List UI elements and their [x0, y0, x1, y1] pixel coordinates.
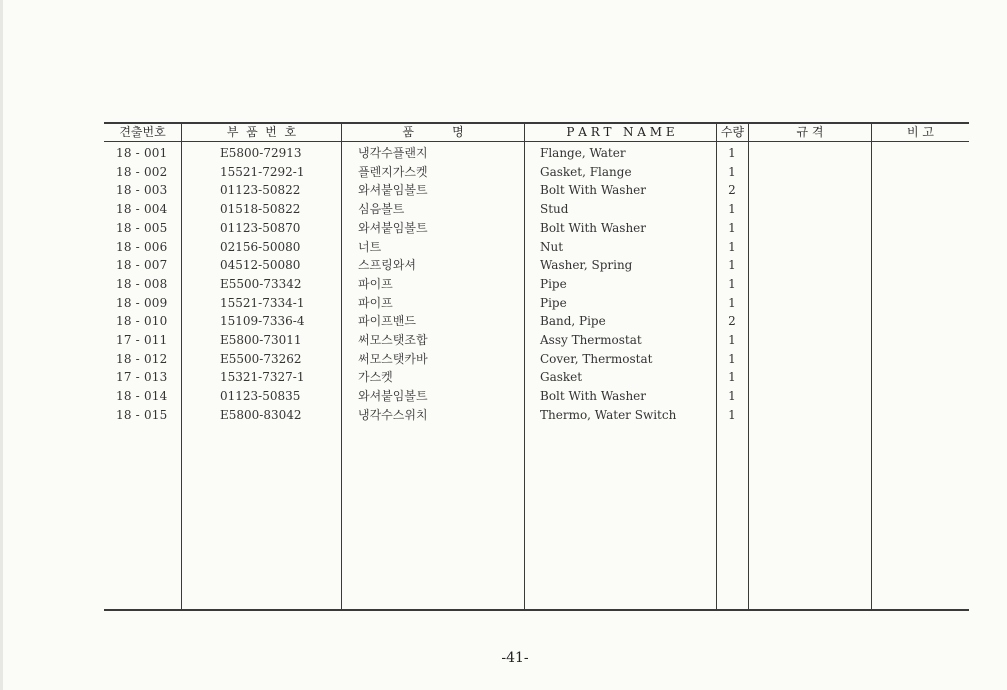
table-row [0, 368, 1007, 387]
cell-part-no: 04512-50080 [220, 258, 301, 273]
cell-no: 18 - 015 [116, 407, 168, 422]
header-name-kr: 품 명 [402, 125, 464, 139]
table-row [0, 219, 1007, 238]
cell-part-name: Pipe [540, 276, 567, 291]
table-header-rule [104, 141, 969, 142]
cell-no: 18 - 010 [116, 314, 168, 329]
cell-no: 18 - 012 [116, 351, 168, 366]
cell-name-kr: 파이프밴드 [358, 314, 416, 329]
cell-part-name: Gasket, Flange [540, 164, 632, 179]
table-row [0, 256, 1007, 275]
cell-part-no: E5800-72913 [220, 146, 302, 160]
table-bottom-rule [104, 609, 969, 611]
cell-qty: 2 [728, 183, 736, 198]
cell-part-no: E5800-83042 [220, 407, 302, 422]
cell-part-no: 15321-7327-1 [220, 370, 305, 385]
table-row [0, 275, 1007, 294]
cell-part-no: 01123-50835 [220, 389, 301, 404]
cell-no: 17 - 011 [116, 333, 168, 347]
cell-part-no: 01123-50822 [220, 183, 301, 198]
cell-no: 18 - 004 [116, 202, 168, 217]
cell-part-name: Bolt With Washer [540, 183, 647, 198]
cell-name-kr: 써모스탯조합 [358, 333, 428, 347]
table-row [0, 294, 1007, 313]
table-row [0, 350, 1007, 369]
cell-qty: 1 [728, 164, 736, 179]
cell-name-kr: 냉각수스위치 [358, 407, 428, 422]
table-row [0, 181, 1007, 200]
table-row [0, 200, 1007, 219]
table-row [0, 238, 1007, 257]
table-row [0, 163, 1007, 182]
cell-part-no: 15109-7336-4 [220, 314, 305, 329]
cell-part-no: E5500-73342 [220, 276, 302, 291]
header-no: 견출번호 [119, 125, 166, 139]
table-row [0, 331, 1007, 350]
cell-name-kr: 파이프 [358, 276, 393, 291]
cell-name-kr: 플렌지가스켓 [358, 164, 428, 179]
cell-part-name: Stud [540, 202, 569, 217]
cell-no: 18 - 001 [116, 146, 168, 160]
cell-no: 18 - 008 [116, 276, 168, 291]
cell-part-no: E5500-73262 [220, 351, 302, 366]
cell-part-no: 02156-50080 [220, 239, 301, 254]
header-remarks: 비 고 [907, 125, 934, 139]
cell-qty: 1 [728, 295, 736, 310]
table-row [0, 387, 1007, 406]
cell-qty: 1 [728, 239, 736, 254]
cell-qty: 1 [728, 370, 736, 385]
header-spec: 규 격 [796, 125, 824, 139]
cell-qty: 1 [728, 407, 736, 422]
cell-part-name: Bolt With Washer [540, 220, 647, 235]
cell-no: 17 - 013 [116, 370, 168, 385]
cell-part-name: Pipe [540, 295, 567, 310]
cell-no: 18 - 006 [116, 239, 168, 254]
cell-qty: 1 [728, 202, 736, 217]
cell-part-no: 01123-50870 [220, 220, 301, 235]
cell-part-name: Nut [540, 239, 564, 254]
cell-part-name: Thermo, Water Switch [540, 407, 677, 422]
cell-part-no: 15521-7292-1 [220, 164, 305, 179]
cell-no: 18 - 009 [116, 295, 168, 310]
cell-qty: 1 [728, 220, 736, 235]
cell-part-name: Band, Pipe [540, 314, 606, 329]
cell-name-kr: 써모스탯카바 [358, 351, 428, 366]
cell-part-no: E5800-73011 [220, 333, 302, 347]
cell-qty: 1 [728, 258, 736, 273]
cell-qty: 1 [728, 276, 736, 291]
cell-part-no: 01518-50822 [220, 202, 301, 217]
cell-no: 18 - 007 [116, 258, 168, 273]
cell-no: 18 - 014 [116, 389, 168, 404]
cell-name-kr: 너트 [358, 239, 382, 254]
cell-part-name: Gasket [540, 370, 583, 385]
cell-part-no: 15521-7334-1 [220, 295, 305, 310]
header-part-no: 부 품 번 호 [226, 125, 297, 139]
cell-part-name: Washer, Spring [540, 258, 633, 273]
cell-part-name: Flange, Water [540, 146, 626, 160]
table-row [0, 144, 1007, 163]
cell-qty: 1 [728, 333, 736, 347]
cell-qty: 2 [728, 314, 736, 329]
header-qty: 수량 [720, 125, 745, 139]
cell-qty: 1 [728, 389, 736, 404]
table-row [0, 406, 1007, 425]
cell-name-kr: 와셔붙임볼트 [358, 183, 428, 198]
cell-qty: 1 [728, 146, 736, 160]
table-row [0, 312, 1007, 331]
page-number: -41- [501, 650, 529, 666]
cell-part-name: Assy Thermostat [540, 333, 642, 347]
cell-part-name: Cover, Thermostat [540, 351, 653, 366]
cell-name-kr: 냉각수플랜지 [358, 146, 428, 160]
cell-no: 18 - 003 [116, 183, 168, 198]
cell-name-kr: 파이프 [358, 295, 393, 310]
cell-qty: 1 [728, 351, 736, 366]
cell-name-kr: 가스켓 [358, 370, 393, 385]
cell-name-kr: 와셔붙임볼트 [358, 220, 428, 235]
cell-name-kr: 스프링와셔 [358, 258, 416, 273]
cell-no: 18 - 002 [116, 164, 168, 179]
header-part-name: P A R T N A M E [566, 125, 675, 139]
cell-part-name: Bolt With Washer [540, 389, 647, 404]
cell-name-kr: 와셔붙임볼트 [358, 389, 428, 404]
cell-no: 18 - 005 [116, 220, 168, 235]
cell-name-kr: 심음볼트 [358, 202, 405, 217]
